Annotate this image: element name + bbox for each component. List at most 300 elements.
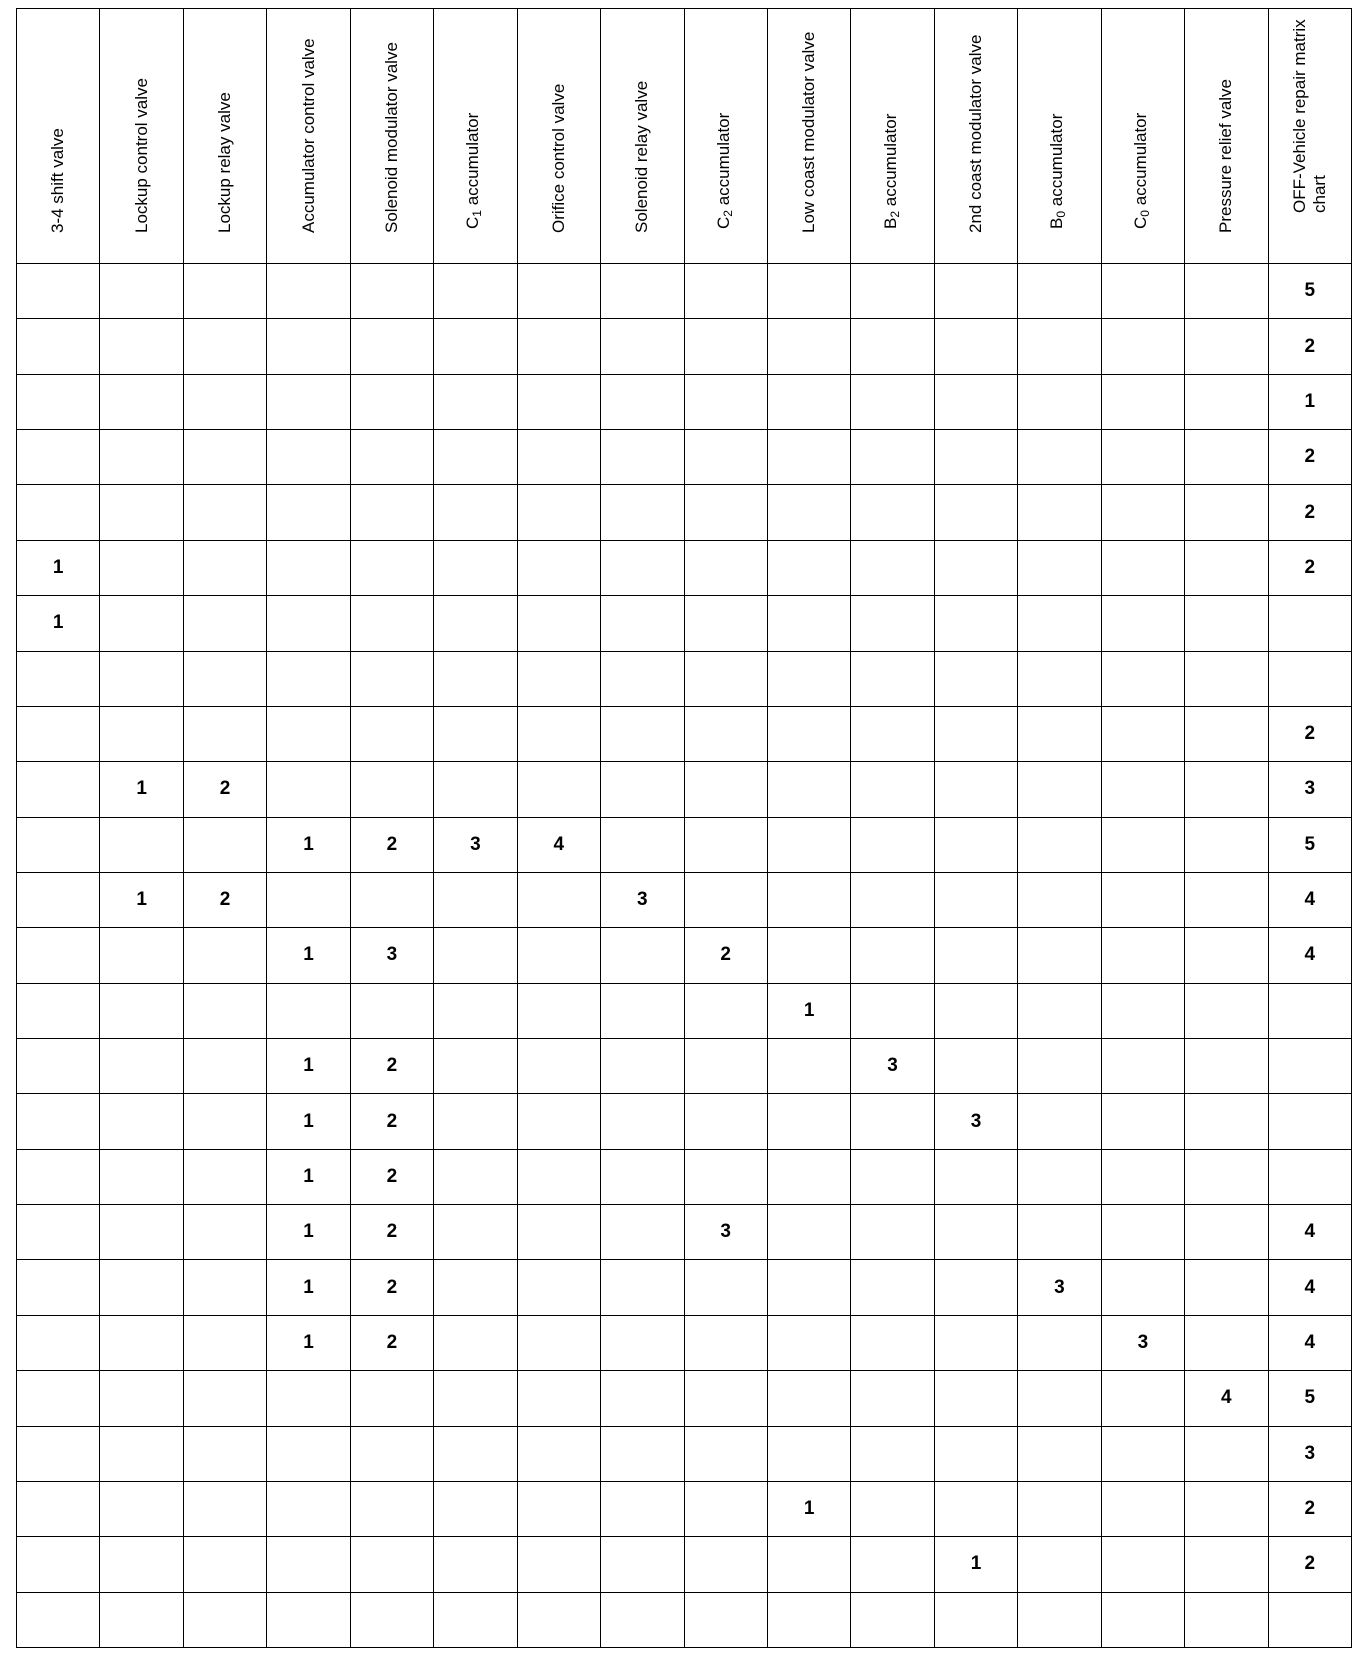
matrix-cell bbox=[767, 706, 850, 761]
matrix-cell bbox=[934, 1205, 1017, 1260]
matrix-cell bbox=[851, 1481, 934, 1536]
matrix-cell: 5 bbox=[1268, 1371, 1351, 1426]
matrix-cell bbox=[1101, 1094, 1184, 1149]
matrix-cell bbox=[851, 319, 934, 374]
matrix-cell bbox=[684, 1315, 767, 1370]
matrix-cell bbox=[350, 1537, 433, 1592]
matrix-cell bbox=[183, 1260, 266, 1315]
matrix-cell: 4 bbox=[1268, 1260, 1351, 1315]
matrix-cell bbox=[517, 1205, 600, 1260]
matrix-cell bbox=[100, 1481, 183, 1536]
matrix-cell bbox=[934, 983, 1017, 1038]
table-row bbox=[17, 485, 1352, 540]
matrix-cell bbox=[267, 319, 350, 374]
matrix-cell bbox=[1101, 1260, 1184, 1315]
matrix-cell bbox=[1018, 1481, 1101, 1536]
matrix-cell: 1 bbox=[267, 1260, 350, 1315]
matrix-cell bbox=[434, 264, 517, 319]
matrix-cell bbox=[1185, 1205, 1268, 1260]
matrix-cell bbox=[767, 1039, 850, 1094]
matrix-cell bbox=[267, 1481, 350, 1536]
matrix-cell bbox=[684, 374, 767, 429]
matrix-cell bbox=[434, 928, 517, 983]
matrix-cell: 2 bbox=[1268, 540, 1351, 595]
matrix-cell bbox=[851, 430, 934, 485]
column-label-text: B bbox=[1047, 217, 1067, 229]
matrix-cell: 3 bbox=[601, 872, 684, 927]
matrix-cell bbox=[1018, 983, 1101, 1038]
matrix-cell bbox=[1018, 264, 1101, 319]
column-header bbox=[1101, 9, 1184, 264]
matrix-cell bbox=[851, 651, 934, 706]
table-row bbox=[17, 1371, 1352, 1426]
matrix-cell: 1 bbox=[267, 1205, 350, 1260]
matrix-cell bbox=[517, 540, 600, 595]
table-row bbox=[17, 928, 1352, 983]
table-row bbox=[17, 596, 1352, 651]
matrix-cell bbox=[684, 706, 767, 761]
matrix-cell bbox=[767, 928, 850, 983]
matrix-cell bbox=[934, 1592, 1017, 1647]
matrix-cell bbox=[767, 762, 850, 817]
matrix-cell: 4 bbox=[1268, 1205, 1351, 1260]
matrix-cell bbox=[17, 1315, 100, 1370]
column-label-text: C bbox=[463, 216, 483, 229]
matrix-cell: 3 bbox=[684, 1205, 767, 1260]
matrix-cell: 1 bbox=[267, 1039, 350, 1094]
column-label bbox=[799, 0, 819, 233]
matrix-cell bbox=[601, 651, 684, 706]
matrix-cell bbox=[100, 1592, 183, 1647]
matrix-cell bbox=[1101, 872, 1184, 927]
matrix-cell bbox=[601, 817, 684, 872]
matrix-cell bbox=[1018, 374, 1101, 429]
column-label-text: Pressure relief valve bbox=[1216, 78, 1236, 233]
matrix-cell bbox=[17, 651, 100, 706]
table-row bbox=[17, 1094, 1352, 1149]
matrix-cell bbox=[851, 1371, 934, 1426]
matrix-cell bbox=[601, 1426, 684, 1481]
matrix-cell: 2 bbox=[1268, 430, 1351, 485]
matrix-cell bbox=[934, 928, 1017, 983]
matrix-cell bbox=[684, 319, 767, 374]
matrix-cell bbox=[851, 872, 934, 927]
matrix-cell bbox=[183, 540, 266, 595]
matrix-cell bbox=[350, 430, 433, 485]
matrix-cell bbox=[350, 651, 433, 706]
matrix-cell bbox=[1101, 1149, 1184, 1204]
matrix-cell bbox=[267, 706, 350, 761]
column-label bbox=[549, 0, 569, 233]
column-label-subscript: 1 bbox=[470, 210, 485, 217]
matrix-cell bbox=[1018, 540, 1101, 595]
matrix-cell bbox=[601, 1149, 684, 1204]
matrix-cell bbox=[267, 651, 350, 706]
matrix-cell bbox=[350, 264, 433, 319]
matrix-cell bbox=[183, 374, 266, 429]
matrix-cell bbox=[601, 264, 684, 319]
matrix-cell bbox=[851, 706, 934, 761]
matrix-cell bbox=[601, 1315, 684, 1370]
matrix-cell bbox=[934, 872, 1017, 927]
matrix-cell: 2 bbox=[350, 1149, 433, 1204]
matrix-cell bbox=[434, 540, 517, 595]
matrix-cell bbox=[851, 264, 934, 319]
matrix-cell bbox=[434, 1537, 517, 1592]
matrix-cell bbox=[684, 1149, 767, 1204]
matrix-cell: 2 bbox=[350, 1039, 433, 1094]
matrix-cell bbox=[17, 319, 100, 374]
matrix-cell bbox=[1101, 596, 1184, 651]
matrix-cell bbox=[851, 1205, 934, 1260]
matrix-cell bbox=[100, 651, 183, 706]
matrix-cell: 1 bbox=[100, 762, 183, 817]
matrix-cell bbox=[17, 872, 100, 927]
matrix-cell bbox=[1018, 1039, 1101, 1094]
column-label bbox=[48, 0, 68, 233]
column-label bbox=[1290, 0, 1330, 213]
matrix-cell bbox=[767, 651, 850, 706]
matrix-cell bbox=[517, 485, 600, 540]
matrix-cell bbox=[767, 1094, 850, 1149]
matrix-cell bbox=[183, 1537, 266, 1592]
matrix-cell: 4 bbox=[1268, 872, 1351, 927]
matrix-cell bbox=[17, 1260, 100, 1315]
matrix-body bbox=[17, 264, 1352, 1648]
matrix-cell bbox=[17, 762, 100, 817]
matrix-cell bbox=[434, 1094, 517, 1149]
matrix-cell bbox=[767, 374, 850, 429]
matrix-cell bbox=[183, 817, 266, 872]
matrix-cell bbox=[601, 983, 684, 1038]
matrix-cell bbox=[1268, 1094, 1351, 1149]
table-row bbox=[17, 1426, 1352, 1481]
matrix-cell bbox=[183, 1315, 266, 1370]
matrix-cell bbox=[684, 1039, 767, 1094]
matrix-cell bbox=[267, 762, 350, 817]
matrix-cell bbox=[100, 1371, 183, 1426]
matrix-cell bbox=[1101, 1537, 1184, 1592]
matrix-cell bbox=[1018, 1592, 1101, 1647]
matrix-cell bbox=[17, 706, 100, 761]
matrix-cell bbox=[1185, 596, 1268, 651]
matrix-cell bbox=[1018, 1094, 1101, 1149]
matrix-cell: 4 bbox=[1185, 1371, 1268, 1426]
matrix-cell bbox=[434, 1371, 517, 1426]
matrix-cell bbox=[601, 1094, 684, 1149]
matrix-cell bbox=[1268, 596, 1351, 651]
matrix-cell bbox=[517, 651, 600, 706]
matrix-cell bbox=[100, 1537, 183, 1592]
table-row bbox=[17, 264, 1352, 319]
matrix-cell: 2 bbox=[350, 1094, 433, 1149]
matrix-cell bbox=[17, 1094, 100, 1149]
matrix-cell: 2 bbox=[350, 1260, 433, 1315]
matrix-cell bbox=[434, 319, 517, 374]
matrix-cell bbox=[434, 430, 517, 485]
matrix-cell bbox=[434, 1205, 517, 1260]
matrix-cell bbox=[350, 1426, 433, 1481]
matrix-cell bbox=[517, 762, 600, 817]
matrix-cell bbox=[767, 485, 850, 540]
matrix-cell bbox=[851, 1149, 934, 1204]
matrix-cell bbox=[1185, 319, 1268, 374]
matrix-cell bbox=[517, 319, 600, 374]
column-label-subscript: 0 bbox=[1054, 210, 1069, 218]
column-header bbox=[1268, 9, 1351, 264]
matrix-cell bbox=[434, 651, 517, 706]
column-label bbox=[463, 0, 487, 229]
matrix-cell bbox=[934, 1260, 1017, 1315]
matrix-cell bbox=[183, 1205, 266, 1260]
matrix-cell bbox=[100, 928, 183, 983]
matrix-cell bbox=[767, 1537, 850, 1592]
matrix-cell bbox=[267, 430, 350, 485]
matrix-cell bbox=[767, 1371, 850, 1426]
matrix-cell: 4 bbox=[1268, 928, 1351, 983]
matrix-cell bbox=[517, 1371, 600, 1426]
matrix-cell bbox=[1101, 1481, 1184, 1536]
matrix-cell bbox=[517, 374, 600, 429]
matrix-cell: 1 bbox=[267, 1094, 350, 1149]
matrix-cell bbox=[1185, 1426, 1268, 1481]
matrix-cell bbox=[934, 264, 1017, 319]
matrix-cell bbox=[434, 1481, 517, 1536]
table-row bbox=[17, 651, 1352, 706]
matrix-cell bbox=[517, 1592, 600, 1647]
matrix-cell bbox=[517, 1094, 600, 1149]
matrix-cell bbox=[1185, 1315, 1268, 1370]
matrix-cell bbox=[517, 264, 600, 319]
column-label-text: Lockup control valve bbox=[131, 78, 151, 233]
matrix-cell bbox=[851, 762, 934, 817]
matrix-cell bbox=[100, 1426, 183, 1481]
column-label-text: Solenoid relay valve bbox=[632, 80, 652, 233]
table-row bbox=[17, 374, 1352, 429]
table-row bbox=[17, 1592, 1352, 1647]
matrix-cell bbox=[851, 1094, 934, 1149]
matrix-cell bbox=[17, 430, 100, 485]
matrix-cell: 3 bbox=[1268, 762, 1351, 817]
matrix-cell bbox=[183, 485, 266, 540]
matrix-cell bbox=[1185, 1149, 1268, 1204]
matrix-cell bbox=[767, 1426, 850, 1481]
column-label bbox=[1131, 0, 1155, 229]
matrix-cell bbox=[601, 430, 684, 485]
matrix-cell bbox=[684, 651, 767, 706]
matrix-cell: 1 bbox=[100, 872, 183, 927]
matrix-cell bbox=[684, 1481, 767, 1536]
matrix-cell bbox=[434, 1426, 517, 1481]
matrix-cell bbox=[1101, 319, 1184, 374]
matrix-cell: 1 bbox=[767, 983, 850, 1038]
matrix-cell bbox=[350, 762, 433, 817]
matrix-cell bbox=[767, 872, 850, 927]
matrix-cell bbox=[17, 1592, 100, 1647]
column-label bbox=[215, 0, 235, 233]
matrix-cell: 5 bbox=[1268, 264, 1351, 319]
matrix-cell bbox=[934, 1039, 1017, 1094]
column-label-text: 2nd coast modulator valve bbox=[966, 34, 986, 233]
column-header bbox=[183, 9, 266, 264]
matrix-cell bbox=[17, 485, 100, 540]
matrix-cell bbox=[851, 928, 934, 983]
column-label-text: B bbox=[880, 217, 900, 229]
matrix-cell bbox=[1185, 1592, 1268, 1647]
column-label bbox=[714, 0, 738, 229]
column-label bbox=[132, 0, 152, 233]
matrix-cell bbox=[1101, 1592, 1184, 1647]
matrix-cell bbox=[1185, 1537, 1268, 1592]
matrix-cell bbox=[183, 1149, 266, 1204]
column-label bbox=[966, 0, 986, 233]
matrix-cell bbox=[1018, 430, 1101, 485]
matrix-cell bbox=[767, 540, 850, 595]
matrix-cell bbox=[601, 1039, 684, 1094]
matrix-cell: 1 bbox=[1268, 374, 1351, 429]
matrix-cell bbox=[1101, 374, 1184, 429]
column-header bbox=[1018, 9, 1101, 264]
matrix-cell bbox=[1185, 817, 1268, 872]
matrix-cell bbox=[1185, 264, 1268, 319]
matrix-cell bbox=[517, 1481, 600, 1536]
matrix-cell bbox=[1268, 983, 1351, 1038]
matrix-cell bbox=[1018, 706, 1101, 761]
matrix-cell bbox=[267, 264, 350, 319]
matrix-cell bbox=[267, 1592, 350, 1647]
matrix-cell bbox=[684, 762, 767, 817]
matrix-cell bbox=[17, 1481, 100, 1536]
matrix-cell: 2 bbox=[1268, 485, 1351, 540]
column-label-subscript: 2 bbox=[887, 210, 902, 218]
matrix-cell bbox=[350, 485, 433, 540]
matrix-cell bbox=[851, 374, 934, 429]
matrix-cell bbox=[934, 762, 1017, 817]
matrix-cell bbox=[267, 872, 350, 927]
matrix-cell bbox=[684, 1094, 767, 1149]
matrix-cell bbox=[183, 1371, 266, 1426]
matrix-cell bbox=[1185, 762, 1268, 817]
column-label-suffix: accumulator bbox=[713, 112, 733, 211]
matrix-cell bbox=[183, 651, 266, 706]
matrix-cell bbox=[1185, 1260, 1268, 1315]
matrix-cell bbox=[17, 983, 100, 1038]
matrix-cell bbox=[17, 1371, 100, 1426]
matrix-cell: 3 bbox=[1101, 1315, 1184, 1370]
matrix-cell: 2 bbox=[1268, 706, 1351, 761]
matrix-cell bbox=[350, 596, 433, 651]
column-label-text: OFF-Vehicle repair matrix chart bbox=[1289, 19, 1329, 213]
matrix-cell bbox=[684, 872, 767, 927]
matrix-cell bbox=[851, 1426, 934, 1481]
matrix-cell: 3 bbox=[934, 1094, 1017, 1149]
matrix-cell bbox=[267, 485, 350, 540]
matrix-cell: 1 bbox=[767, 1481, 850, 1536]
column-label bbox=[1047, 0, 1071, 229]
matrix-cell bbox=[350, 872, 433, 927]
matrix-cell bbox=[851, 1315, 934, 1370]
matrix-cell bbox=[601, 706, 684, 761]
matrix-cell bbox=[684, 1592, 767, 1647]
matrix-cell bbox=[601, 1592, 684, 1647]
matrix-cell bbox=[851, 485, 934, 540]
matrix-cell bbox=[17, 1039, 100, 1094]
matrix-cell: 2 bbox=[684, 928, 767, 983]
matrix-cell bbox=[1018, 485, 1101, 540]
column-label-subscript: 0 bbox=[1137, 210, 1152, 217]
matrix-cell bbox=[434, 983, 517, 1038]
column-label bbox=[299, 0, 319, 233]
matrix-cell bbox=[1185, 1039, 1268, 1094]
matrix-cell: 2 bbox=[1268, 1481, 1351, 1536]
matrix-cell bbox=[934, 374, 1017, 429]
matrix-cell: 1 bbox=[267, 1149, 350, 1204]
matrix-cell bbox=[267, 983, 350, 1038]
matrix-cell bbox=[1101, 264, 1184, 319]
matrix-cell bbox=[183, 596, 266, 651]
column-header bbox=[767, 9, 850, 264]
column-label bbox=[632, 0, 652, 233]
matrix-cell bbox=[1101, 706, 1184, 761]
matrix-cell bbox=[684, 430, 767, 485]
matrix-cell bbox=[1101, 485, 1184, 540]
matrix-cell bbox=[934, 1371, 1017, 1426]
matrix-cell bbox=[601, 485, 684, 540]
table-row bbox=[17, 540, 1352, 595]
matrix-cell bbox=[183, 1481, 266, 1536]
matrix-cell: 2 bbox=[350, 1205, 433, 1260]
matrix-cell bbox=[601, 319, 684, 374]
matrix-cell bbox=[1185, 485, 1268, 540]
column-header bbox=[267, 9, 350, 264]
matrix-cell bbox=[934, 817, 1017, 872]
matrix-cell bbox=[100, 319, 183, 374]
matrix-cell bbox=[684, 485, 767, 540]
matrix-cell bbox=[851, 596, 934, 651]
matrix-cell bbox=[934, 1481, 1017, 1536]
matrix-cell bbox=[1101, 1205, 1184, 1260]
matrix-cell bbox=[17, 1149, 100, 1204]
matrix-cell bbox=[767, 1315, 850, 1370]
matrix-cell bbox=[350, 540, 433, 595]
matrix-cell bbox=[17, 1537, 100, 1592]
table-row bbox=[17, 430, 1352, 485]
matrix-cell bbox=[1185, 651, 1268, 706]
header-row bbox=[17, 9, 1352, 264]
matrix-cell: 2 bbox=[1268, 1537, 1351, 1592]
matrix-cell bbox=[601, 928, 684, 983]
table-row bbox=[17, 983, 1352, 1038]
matrix-cell: 3 bbox=[1268, 1426, 1351, 1481]
matrix-cell bbox=[434, 1149, 517, 1204]
matrix-cell bbox=[1268, 651, 1351, 706]
matrix-cell bbox=[684, 1426, 767, 1481]
matrix-cell bbox=[1268, 1149, 1351, 1204]
matrix-cell bbox=[601, 762, 684, 817]
matrix-cell bbox=[767, 264, 850, 319]
matrix-cell bbox=[851, 817, 934, 872]
matrix-cell bbox=[183, 1592, 266, 1647]
matrix-cell bbox=[267, 1426, 350, 1481]
matrix-cell bbox=[100, 264, 183, 319]
matrix-cell bbox=[100, 817, 183, 872]
column-header bbox=[350, 9, 433, 264]
column-label bbox=[382, 0, 402, 233]
matrix-cell bbox=[434, 1039, 517, 1094]
matrix-cell bbox=[1018, 1315, 1101, 1370]
matrix-cell bbox=[1101, 430, 1184, 485]
column-label-text: Orifice control valve bbox=[548, 83, 568, 233]
